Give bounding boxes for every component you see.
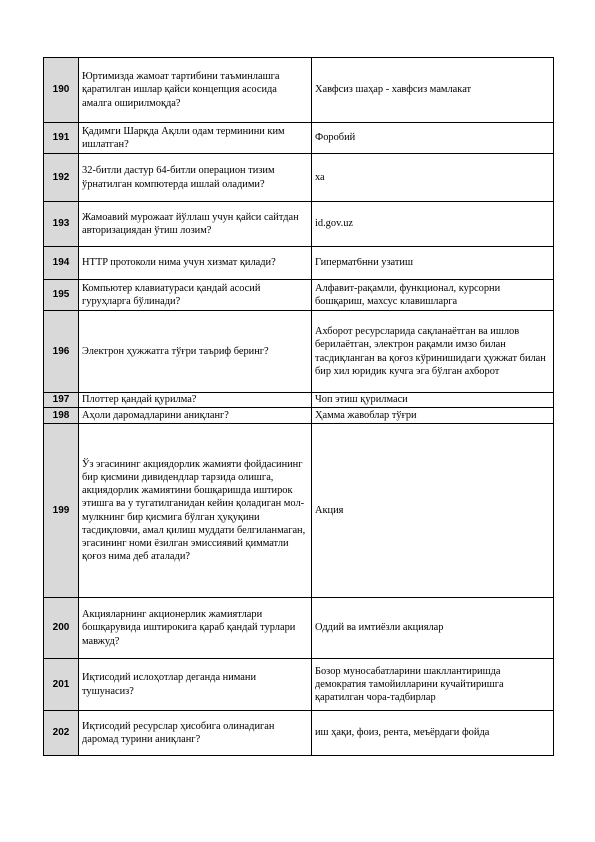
row-number: 195 (44, 280, 79, 311)
answer-cell: иш ҳақи, фоиз, рента, меъёрдаги фойда (312, 711, 554, 756)
question-cell: Ўз эгасининг акциядорлик жамияти фойдасининг бир қисмини дивидендлар тарзида олишга, акциядорлик жамиятини бошқаришда иштирок этишга ва у тугатилганидан кейин қоладиган мол-мулкнинг бир қисмига бўлган ҳуқуқини тасдиқловчи, амал қилиш муддати белгиланмаган, эгасининг номи ёзилган эмиссиявий қимматли қоғоз нима деб аталади? (79, 424, 312, 598)
answer-cell: Ҳамма жавоблар тўғри (312, 408, 554, 424)
table-row (44, 711, 554, 756)
answer-cell: Бозор муносабатларини шакллантиришда демократия тамойилларини кучайтиришга қаратилган чора-тадбирлар (312, 659, 554, 711)
row-number: 198 (44, 408, 79, 424)
table-row (44, 659, 554, 711)
question-cell: Юртимизда жамоат тартибини таъминлашга қаратилган ишлар қайси концепция асосида амалга оширилмоқда? (79, 58, 312, 123)
table-row (44, 154, 554, 202)
row-number: 192 (44, 154, 79, 202)
question-cell: Жамоавий мурожаат йўллаш учун қайси сайтдан авторизациядан ўтиш лозим? (79, 202, 312, 247)
table-row (44, 598, 554, 659)
question-cell: Плоттер қандай қурилма? (79, 393, 312, 408)
row-number: 196 (44, 311, 79, 393)
row-number: 202 (44, 711, 79, 756)
table-row (44, 280, 554, 311)
question-cell: HTTP протоколи нима учун хизмат қилади? (79, 247, 312, 280)
question-cell: Акцияларнинг акционерлик жамиятлари бошқарувида иштирокига қараб қандай турлари мавжуд? (79, 598, 312, 659)
answer-cell: Алфавит-рақамли, функционал, курсорни бошқариш, махсус клавишларга (312, 280, 554, 311)
row-number: 190 (44, 58, 79, 123)
answer-cell: Акция (312, 424, 554, 598)
answer-cell: Гипермат6нни узатиш (312, 247, 554, 280)
question-cell: Электрон ҳужжатга тўғри таъриф беринг? (79, 311, 312, 393)
question-cell: Қадимги Шарқда Ақлли одам терминини ким ишлатган? (79, 123, 312, 154)
table-row (44, 202, 554, 247)
table-row (44, 408, 554, 424)
row-number: 197 (44, 393, 79, 408)
question-cell: Иқтисодий ислоҳотлар деганда нимани тушунасиз? (79, 659, 312, 711)
table-row (44, 247, 554, 280)
answer-cell: ха (312, 154, 554, 202)
question-cell: 32-битли дастур 64-битли операцион тизим ўрнатилган компютерда ишлай оладими? (79, 154, 312, 202)
row-number: 201 (44, 659, 79, 711)
row-number: 199 (44, 424, 79, 598)
table-row (44, 311, 554, 393)
row-number: 191 (44, 123, 79, 154)
answer-cell: Чоп этиш қурилмаси (312, 393, 554, 408)
question-cell: Аҳоли даромадларини аниқланг? (79, 408, 312, 424)
row-number: 200 (44, 598, 79, 659)
qa-table (43, 57, 554, 756)
table-row (44, 58, 554, 123)
answer-cell: Ахборот ресурсларида сақланаётган ва ишлов берилаётган, электрон рақамли имзо билан тасдиқланган ва қоғоз кўринишидаги ҳужжат билан бир хил юридик кучга эга бўлган ахборот (312, 311, 554, 393)
row-number: 193 (44, 202, 79, 247)
table-row (44, 123, 554, 154)
answer-cell: Форобий (312, 123, 554, 154)
question-cell: Компьютер клавиатураси қандай асосий гуруҳларга бўлинади? (79, 280, 312, 311)
table-row (44, 393, 554, 408)
question-cell: Иқтисодий ресурслар ҳисобига олинадиган даромад турини аниқланг? (79, 711, 312, 756)
answer-cell: id.gov.uz (312, 202, 554, 247)
row-number: 194 (44, 247, 79, 280)
answer-cell: Хавфсиз шаҳар - хавфсиз мамлакат (312, 58, 554, 123)
table-row (44, 424, 554, 598)
answer-cell: Оддий ва имтиёзли акциялар (312, 598, 554, 659)
